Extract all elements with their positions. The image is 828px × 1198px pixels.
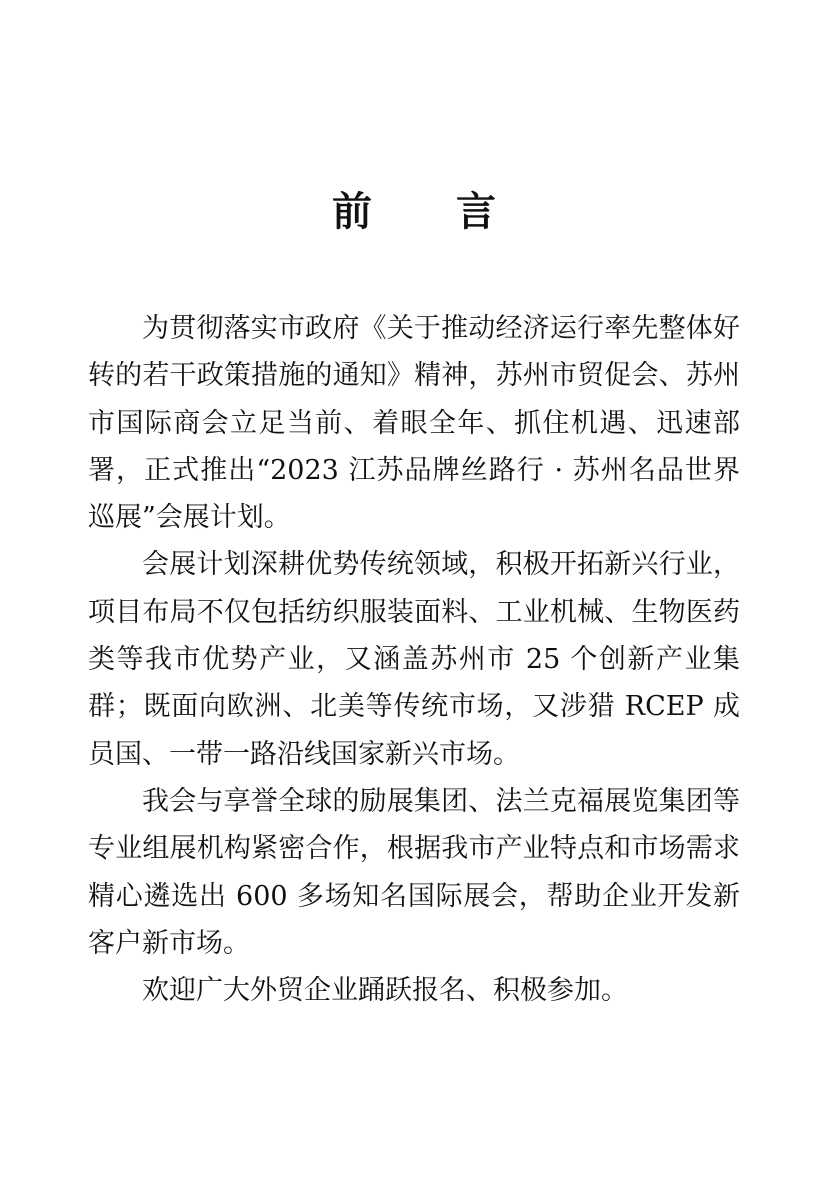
paragraph-1: 为贯彻落实市政府《关于推动经济运行率先整体好转的若干政策措施的通知》精神，苏州市贸促会、苏州市国际商会立足当前、着眼全年、抓住机遇、迅速部署，正式推出“2023 江苏品牌丝路行 · 苏州名品世界巡展”会展计划。 (88, 313, 740, 534)
paragraph-2: 会展计划深耕优势传统领域，积极开拓新兴行业，项目布局不仅包括纺织服装面料、工业机械、生物医药类等我市优势产业，又涵盖苏州市 25 个创新产业集群；既面向欧洲、北美等传统市场，又涉猎 RCEP 成员国、一带一路沿线国家新兴市场。 (88, 549, 740, 770)
paragraph-3: 我会与享誉全球的励展集团、法兰克福展览集团等专业组展机构紧密合作，根据我市产业特点和市场需求精心遴选出 600 多场知名国际展会，帮助企业开发新客户新市场。 (88, 785, 740, 959)
title-char-2: 言 (456, 188, 496, 235)
preface-body (88, 305, 740, 1014)
title-char-1: 前 (332, 188, 372, 235)
paragraph-4: 欢迎广大外贸企业踊跃报名、积极参加。 (142, 975, 628, 1007)
page-title (0, 184, 828, 240)
